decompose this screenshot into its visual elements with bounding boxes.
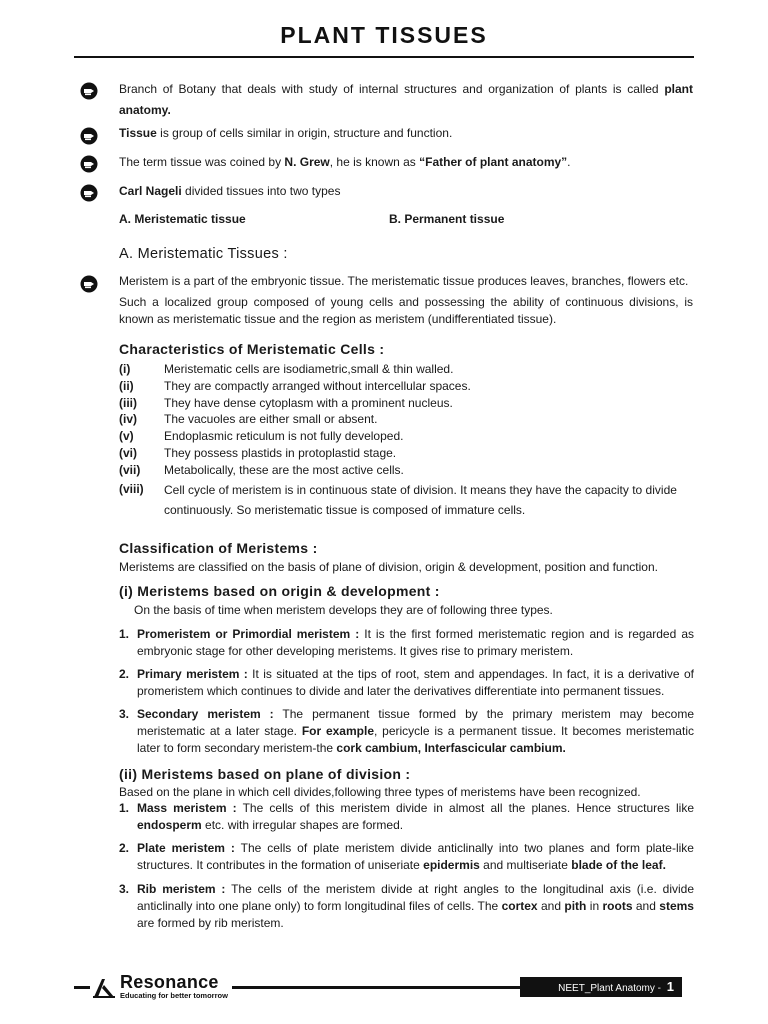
item-term: Plate meristem : (137, 841, 235, 855)
list-item (119, 429, 693, 446)
item-text-2: , pericycle is a permanent tissue. It becomes meristematic later to form secondary meristem-the (137, 724, 694, 755)
intro-item-2 (119, 125, 693, 142)
item-text: The cells of the meristem divide at right angles to the longitudinal axis (i.e. divide anticlinally into one plane only) to form longitudinal files of cells. The (137, 882, 695, 913)
item-number: 3. (119, 882, 130, 896)
hand-pointer-icon (80, 82, 98, 100)
type-a: A. Meristematic tissue (119, 212, 246, 226)
plane-item-1 (119, 800, 694, 834)
item-term: Rib meristem : (137, 882, 226, 896)
item-number: 2. (119, 841, 130, 855)
item-number: (vi) (119, 445, 137, 460)
item-term: Primary meristem : (137, 667, 248, 681)
item-text: It is the first formed meristematic region and is regarded as embryonic stage for other developing meristems. It gives rise to primary meristem. (137, 627, 694, 658)
intro-3-pre: The term tissue was coined by (119, 155, 285, 169)
item-text-4: and (632, 899, 660, 913)
list-item (119, 362, 693, 379)
item-bold-2: pith (564, 899, 587, 913)
intro-2-bold: Tissue (119, 126, 157, 140)
type-b: B. Permanent tissue (389, 212, 505, 226)
item-text: They have dense cytoplasm with a prominent nucleus. (164, 395, 453, 410)
intro-3-bold2: “Father of plant anatomy” (419, 155, 568, 169)
origin-item-3 (119, 706, 694, 757)
item-bold-4: stems (659, 899, 694, 913)
classification-text: Meristems are classified on the basis of plane of division, origin & development, position and function. (119, 560, 658, 574)
item-text: They are compactly arranged without intercellular spaces. (164, 378, 471, 393)
origin-heading: (i) Meristems based on origin & development : (119, 583, 440, 599)
intro-3-post: , he is known as (329, 155, 420, 169)
list-item (119, 446, 693, 463)
list-item (119, 412, 693, 429)
list-item (119, 396, 693, 413)
item-text: Cell cycle of meristem is in continuous state of division. It means they have the capacity to divide continuously. So meristematic tissue is composed of immature cells. (164, 482, 677, 517)
item-text: Endoplasmic reticulum is not fully developed. (164, 429, 404, 444)
list-item (119, 379, 693, 396)
hand-pointer-icon (80, 184, 98, 202)
meristem-para-2: Such a localized group composed of young cells and possessing the ability of continuous divisions, is known as meristematic tissue and the region as meristem (undifferentiated tissue). (119, 295, 693, 326)
meristem-para-1: Meristem is a part of the embryonic tissue. The meristematic tissue produces leaves, branches, flowers etc. (119, 274, 689, 288)
footer-page-label (520, 977, 682, 997)
footer-brand: Resonance (120, 972, 219, 992)
origin-item-1 (119, 626, 694, 660)
intro-1-pre: Branch of Botany that deals with study of internal structures and organization of plants is called (119, 82, 665, 96)
item-number: (ii) (119, 378, 134, 393)
list-item (119, 463, 693, 480)
item-text-2: and multiseriate (479, 858, 572, 872)
footer-tagline: Educating for better tomorrow (120, 991, 228, 1000)
origin-item-2 (119, 666, 694, 700)
item-text: The cells of plate meristem divide anticlinally into two planes and form plate-like structures. It contributes in the formation of uniseriate (137, 841, 694, 872)
intro-4-post: divided tissues into two types (181, 184, 341, 198)
item-number: 3. (119, 707, 130, 721)
item-text: The cells of this meristem divide in almost all the planes. Hence structures like (236, 801, 694, 815)
item-text: The vacuoles are either small or absent. (164, 412, 378, 427)
item-bold-1: cortex (501, 899, 538, 913)
resonance-logo-icon (92, 975, 116, 999)
item-bold-2: blade of the leaf. (571, 858, 666, 872)
intro-4-bold: Carl Nageli (119, 184, 182, 198)
item-bold-1: endosperm (137, 818, 202, 832)
plane-intro: Based on the plane in which cell divides,following three types of meristems have been recognized. (119, 785, 641, 799)
hand-pointer-icon (80, 275, 98, 293)
item-text: Meristematic cells are isodiametric,small & thin walled. (164, 362, 454, 376)
plane-item-2 (119, 840, 694, 874)
characteristics-list (119, 362, 693, 524)
item-number: (iii) (119, 395, 137, 410)
intro-item-4 (119, 183, 693, 200)
footer-rule-left (74, 986, 90, 989)
item-bold-1: epidermis (423, 858, 480, 872)
item-term-3: cork cambium, Interfascicular cambium. (336, 741, 566, 755)
intro-3-post2: . (567, 155, 571, 169)
item-text-3: in (586, 899, 603, 913)
item-term: Promeristem or Primordial meristem : (137, 627, 360, 641)
item-text-2: and (537, 899, 565, 913)
origin-intro: On the basis of time when meristem develops they are of following three types. (134, 603, 553, 617)
item-number: (i) (119, 362, 131, 376)
item-number: (v) (119, 429, 134, 444)
footer-rule-right (232, 986, 520, 989)
item-number: (vii) (119, 462, 141, 477)
item-number: 1. (119, 801, 130, 815)
item-number: (viii) (119, 481, 144, 496)
page-number: 1 (666, 979, 674, 994)
plane-item-3 (119, 881, 694, 932)
item-number: (iv) (119, 412, 137, 427)
item-text-2: etc. with irregular shapes are formed. (201, 818, 404, 832)
item-bold-3: roots (602, 899, 633, 913)
item-number: 1. (119, 627, 130, 641)
item-number: 2. (119, 667, 130, 681)
intro-2-post: is group of cells similar in origin, structure and function. (156, 126, 453, 140)
intro-1-bold: plant anatomy. (119, 82, 693, 117)
characteristics-heading: Characteristics of Meristematic Cells : (119, 341, 385, 357)
item-text: They possess plastids in protoplastid stage. (164, 445, 397, 460)
intro-item-1 (119, 79, 693, 121)
title-rule (74, 56, 694, 58)
hand-pointer-icon (80, 127, 98, 145)
classification-heading: Classification of Meristems : (119, 540, 318, 556)
item-term: Mass meristem : (137, 801, 237, 815)
item-text: It is situated at the tips of root, stem and appendages. In fact, it is a derivative of promeristem which continues to divide and later the derivatives differentiate into permanent tissues. (137, 667, 694, 698)
footer-label: NEET_Plant Anatomy - (558, 983, 664, 994)
hand-pointer-icon (80, 155, 98, 173)
item-term-2: For example (301, 724, 374, 738)
intro-3-bold: N. Grew (284, 155, 330, 169)
item-text-5: are formed by rib meristem. (137, 916, 284, 930)
list-item (119, 482, 693, 524)
intro-item-3 (119, 154, 693, 171)
section-a-heading: A. Meristematic Tissues : (119, 246, 288, 262)
plane-heading: (ii) Meristems based on plane of division : (119, 766, 411, 782)
tissue-types-row (119, 212, 693, 226)
item-term: Secondary meristem : (137, 707, 274, 721)
page-title: PLANT TISSUES (280, 22, 488, 48)
item-text: The permanent tissue formed by the primary meristem may become meristematic at a later stage. (137, 707, 694, 738)
item-text: Metabolically, these are the most active cells. (164, 462, 404, 477)
